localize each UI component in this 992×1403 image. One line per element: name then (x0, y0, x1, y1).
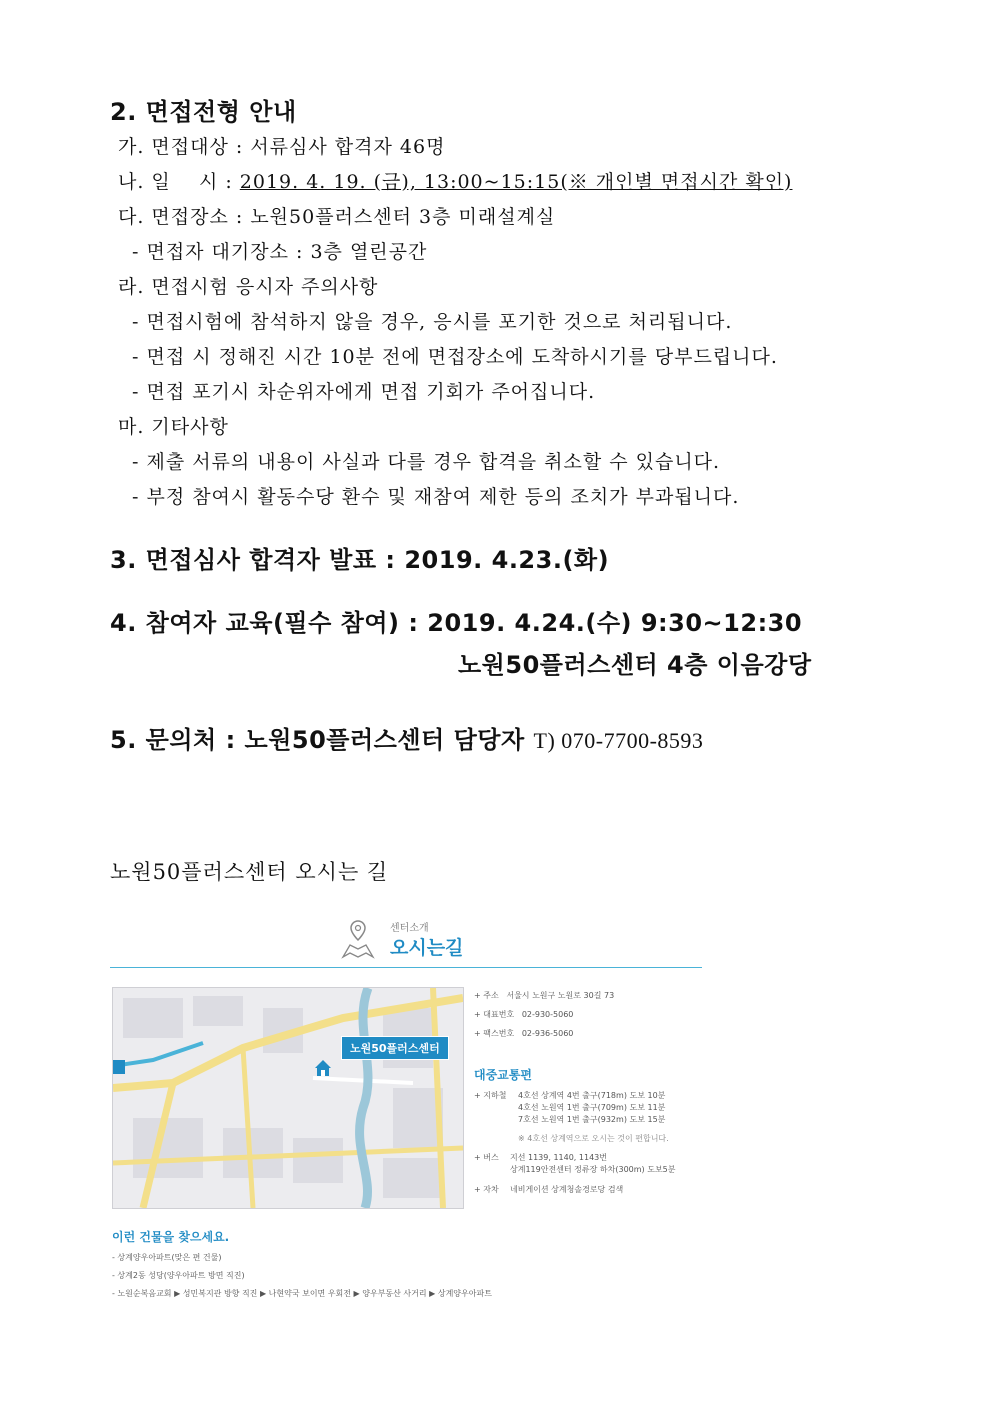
bus-label: + 버스 (474, 1153, 499, 1162)
section-4-title: 4. 참여자 교육(필수 참여) : 2019. 4.24.(수) 9:30~12:30 (110, 609, 803, 637)
section-2-title: 2. 면접전형 안내 (110, 98, 297, 126)
map-center-label: 노원50플러스센터 (341, 1036, 449, 1060)
address-label: + 주소 (474, 991, 499, 1000)
subway-note: ※ 4호선 상계역으로 오시는 것이 편합니다. (518, 1134, 669, 1143)
datetime-value: 2019. 4. 19. (금), 13:00~15:15(※ 개인별 면접시간 확인) (239, 171, 793, 193)
find-item: - 상계2동 성당(양우아파트 방면 직진) (112, 1271, 245, 1280)
interview-target: 가. 면접대상 : 서류심사 합격자 46명 (118, 136, 446, 158)
contact-label: 5. 문의처 : 노원50플러스센터 담당자 (110, 726, 525, 754)
education-place: 노원50플러스센터 4층 이음강당 (458, 651, 812, 679)
phone-row (474, 1009, 573, 1020)
address-row (474, 990, 614, 1001)
interview-place: 다. 면접장소 : 노원50플러스센터 3층 미래설계실 (118, 206, 556, 228)
bus-item: 상계119안전센터 정류장 하차(300m) 도보5분 (510, 1165, 676, 1174)
car-label: + 자차 (474, 1185, 499, 1194)
subway-item: 7호선 노원역 1번 출구(932m) 도보 15분 (518, 1115, 666, 1124)
phone-label: + 대표번호 (474, 1010, 515, 1019)
interview-datetime (118, 167, 792, 194)
subway-item: 4호선 상계역 4번 출구(718m) 도보 10분 (518, 1091, 666, 1100)
phone-value: 02-930-5060 (521, 1010, 574, 1019)
misc-item: - 제출 서류의 내용이 사실과 다를 경우 합격을 취소할 수 있습니다. (132, 451, 721, 473)
fax-value: 02-936-5060 (521, 1029, 574, 1038)
location-map (112, 987, 464, 1209)
map-pin-icon (340, 919, 376, 963)
find-item: - 상계양우아파트(맞은 편 건물) (112, 1253, 222, 1262)
header-divider (110, 967, 702, 968)
directions-caption: 노원50플러스센터 오시는 길 (110, 860, 389, 884)
directions-heading: 오시는길 (390, 937, 464, 959)
misc-title: 마. 기타사항 (118, 416, 229, 438)
datetime-label: 나. 일 시 : (118, 171, 240, 193)
directions-header (340, 915, 540, 965)
transit-title: 대중교통편 (474, 1068, 532, 1082)
precaution-item: - 면접 시 정해진 시간 10분 전에 면접장소에 도착하시기를 당부드립니다. (132, 346, 778, 368)
misc-item: - 부정 참여시 활동수당 환수 및 재참여 제한 등의 조치가 부과됩니다. (132, 486, 740, 508)
precaution-item: - 면접시험에 참석하지 않을 경우, 응시를 포기한 것으로 처리됩니다. (132, 311, 733, 333)
section-5-title (110, 720, 703, 755)
fax-label: + 팩스번호 (474, 1029, 515, 1038)
building-icon (313, 1058, 333, 1078)
find-title: 이런 건물을 찾으세요. (112, 1230, 230, 1244)
directions-kicker: 센터소개 (390, 923, 429, 934)
waiting-place: - 면접자 대기장소 : 3층 열린공간 (132, 241, 428, 263)
fax-row (474, 1028, 573, 1039)
subway-label: + 지하철 (474, 1091, 507, 1100)
contact-phone: T) 070-7700-8593 (533, 728, 704, 753)
car-value: 네비게이션 상계청솔경로당 검색 (510, 1185, 624, 1194)
precautions-title: 라. 면접시험 응시자 주의사항 (118, 276, 379, 298)
subway-item: 4호선 노원역 1번 출구(709m) 도보 11분 (518, 1103, 666, 1112)
bus-item: 지선 1139, 1140, 1143번 (510, 1153, 607, 1162)
precaution-item: - 면접 포기시 차순위자에게 면접 기회가 주어집니다. (132, 381, 596, 403)
address-value: 서울시 노원구 노원로 30길 73 (506, 991, 615, 1000)
find-item: - 노원순복음교회 ▶ 성민복지관 방향 직진 ▶ 나현약국 보이면 우회전 ▶ 양우부동산 사거리 ▶ 상계양우아파트 (112, 1289, 492, 1298)
section-3-title: 3. 면접심사 합격자 발표 : 2019. 4.23.(화) (110, 546, 610, 574)
